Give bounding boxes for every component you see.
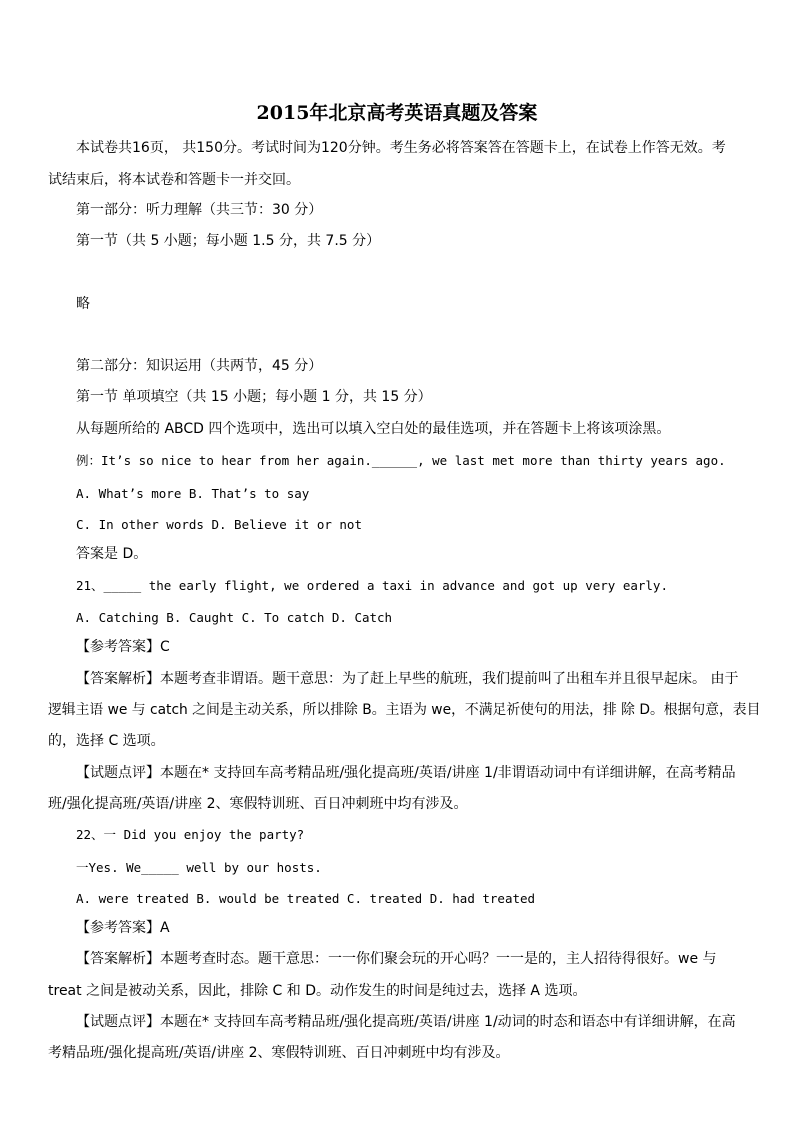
question-22-answer: 【参考答案】A	[76, 920, 170, 936]
question-21-analysis-line2: 逻辑主语 we 与 catch 之间是主动关系，所以排除 B。主语为 we，不满足祈使句的用法，排 除 D。根据句意，表目	[48, 702, 761, 718]
example-question: 例：It’s so nice to hear from her again.______, we last met more than thirty years ago.	[76, 453, 726, 468]
question-22-reply: 一Yes. We_____ well by our hosts.	[76, 860, 322, 875]
intro-line-continued: 试结束后，将本试卷和答题卡一并交回。	[48, 172, 300, 188]
question-21-comment: 【试题点评】本题在* 支持回车高考精品班/强化提高班/英语/讲座 1/非谓语动词中有详细讲解，在高考精品	[76, 765, 736, 781]
question-22-options: A. were treated B. would be treated C. treated D. had treated	[76, 891, 536, 906]
question-22-comment-line2: 考精品班/强化提高班/英语/讲座 2、寒假特训班、百日冲刺班中均有涉及。	[48, 1045, 510, 1061]
question-21-options: A. Catching B. Caught C. To catch D. Catch	[76, 610, 393, 625]
omitted-note: 略	[76, 296, 90, 312]
question-21-answer: 【参考答案】C	[76, 639, 170, 655]
question-21: 21、_____ the early flight, we ordered a taxi in advance and got up very early.	[76, 578, 668, 593]
example-options-cd: C. In other words D. Believe it or not	[76, 517, 362, 532]
question-22-comment: 【试题点评】本题在* 支持回车高考精品班/强化提高班/英语/讲座 1/动词的时态和语态中有详细讲解，在高	[76, 1014, 736, 1030]
single-choice-heading: 第一节 单项填空（共 15 小题；每小题 1 分，共 15 分）	[76, 389, 432, 405]
instructions: 从每题所给的 ABCD 四个选项中，选出可以填入空白处的最佳选项，并在答题卡上将该项涂黑。	[76, 421, 671, 437]
example-options-ab: A. What’s more B. That’s to say	[76, 486, 310, 501]
document-title: 2015年北京高考英语真题及答案	[256, 102, 538, 124]
question-22-analysis: 【答案解析】本题考查时态。题干意思：一一你们聚会玩的开心吗？一一是的，主人招待得很好。we 与	[76, 951, 717, 967]
question-22: 22、一 Did you enjoy the party?	[76, 827, 305, 842]
intro-line: 本试卷共16页， 共150分。考试时间为120分钟。考生务必将答案答在答题卡上，在试卷上作答无效。考	[76, 140, 726, 156]
question-21-comment-line2: 班/强化提高班/英语/讲座 2、寒假特训班、百日冲刺班中均有涉及。	[48, 796, 468, 812]
part-two-heading: 第二部分：知识运用（共两节，45 分）	[76, 358, 323, 374]
example-answer: 答案是 D。	[76, 546, 148, 562]
section-one-heading: 第一节（共 5 小题；每小题 1.5 分，共 7.5 分）	[76, 233, 381, 249]
question-21-analysis: 【答案解析】本题考查非谓语。题干意思：为了赶上早些的航班，我们提前叫了出租车并且很早起床。 由于	[76, 671, 739, 687]
question-22-analysis-line2: treat 之间是被动关系，因此，排除 C 和 D。动作发生的时间是纯过去，选择 A 选项。	[48, 983, 587, 999]
question-21-analysis-line3: 的，选择 C 选项。	[48, 733, 165, 749]
part-one-heading: 第一部分：听力理解（共三节：30 分）	[76, 202, 323, 218]
